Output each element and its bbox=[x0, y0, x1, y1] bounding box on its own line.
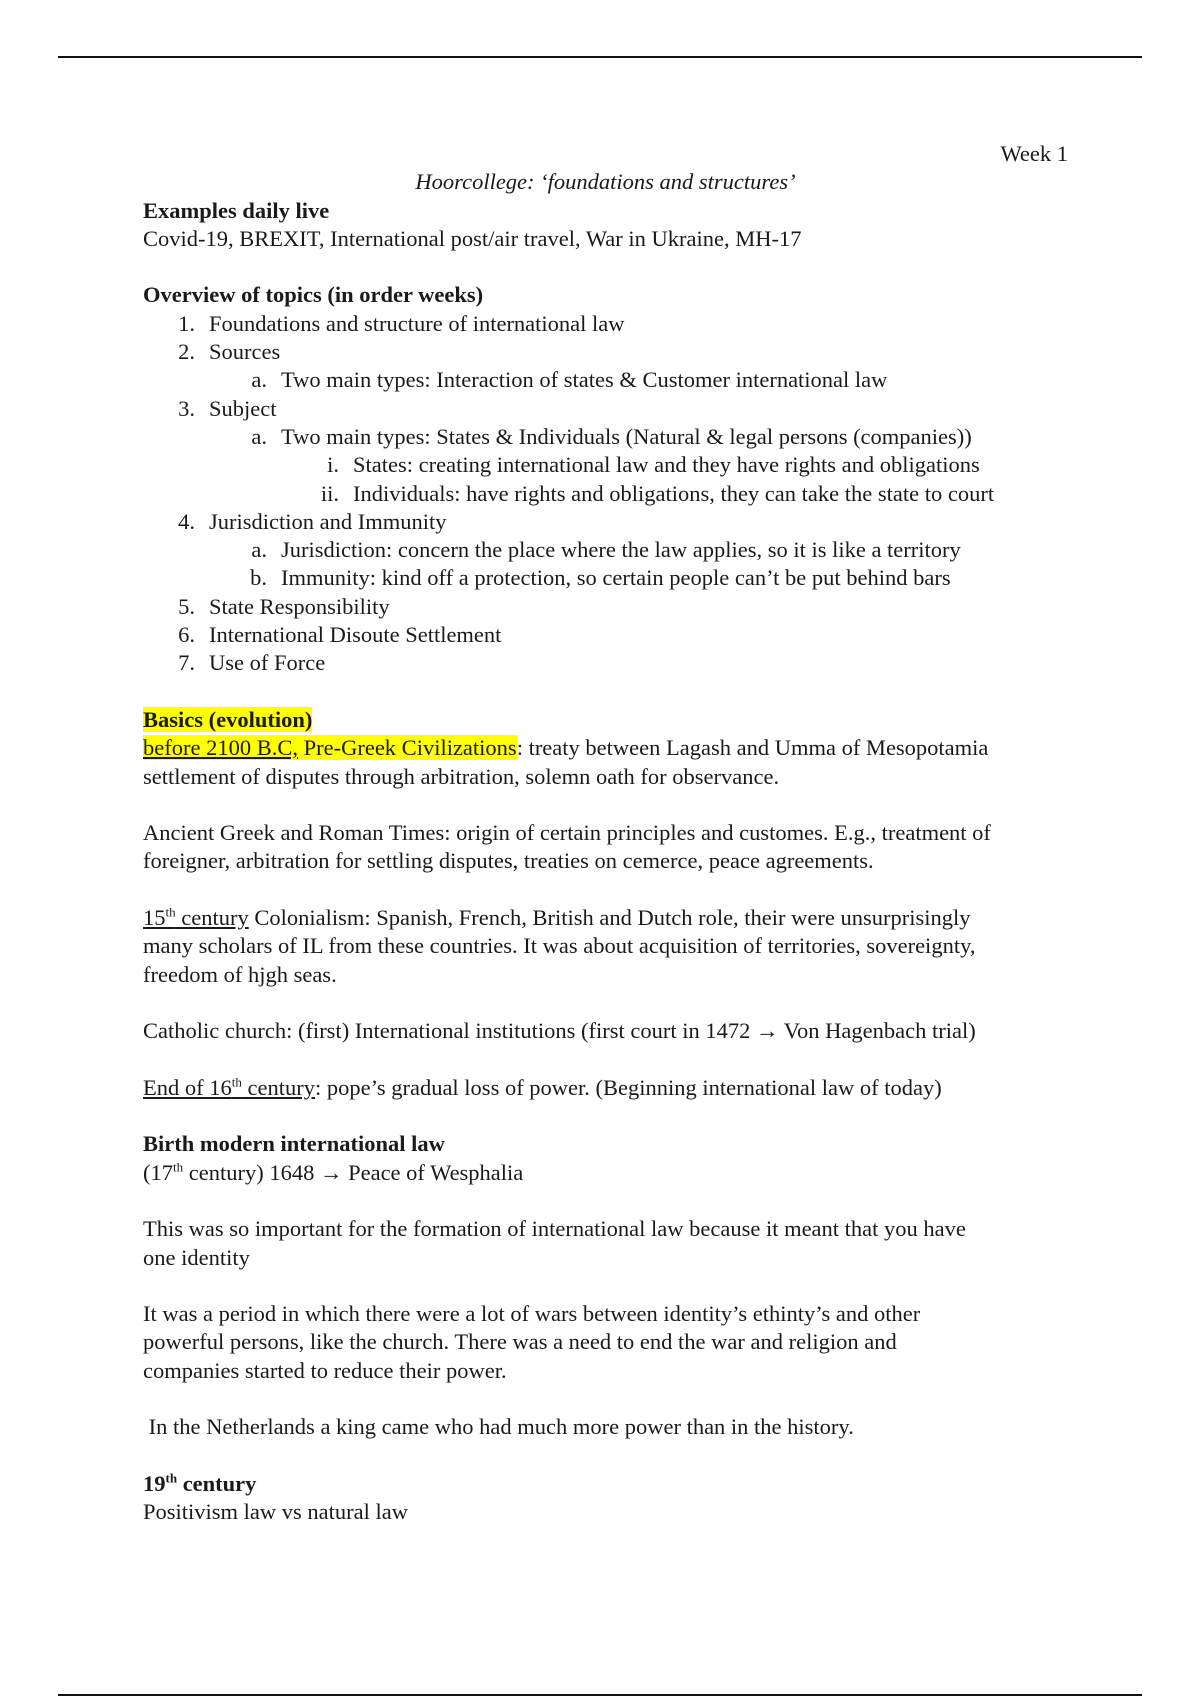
birth-paragraph-1-cont: one identity bbox=[143, 1244, 250, 1270]
list-item: 5. State Responsibility bbox=[178, 593, 390, 619]
birth-paragraph-1: This was so important for the formation of international law because it meant that you have bbox=[143, 1216, 966, 1242]
birth-heading: Birth modern international law bbox=[143, 1131, 445, 1157]
topics-list bbox=[143, 310, 1068, 678]
document-body bbox=[143, 140, 1068, 1527]
list-item: a. Two main types: States & Individuals (Natural & legal persons (companies)) bbox=[251, 423, 972, 449]
list-item: a. Jurisdiction: concern the place where the law applies, so it is like a territory bbox=[251, 537, 961, 563]
list-item: 1. Foundations and structure of international law bbox=[178, 310, 625, 336]
birth-paragraph-3: In the Netherlands a king came who had much more power than in the history. bbox=[143, 1414, 854, 1440]
bottom-rule bbox=[58, 1694, 1142, 1696]
examples-heading: Examples daily live bbox=[143, 197, 330, 223]
birth-date-line: (17th century) 1648 → Peace of Wesphalia bbox=[143, 1159, 524, 1185]
basics-paragraph-1: before 2100 B.C, Pre-Greek Civilizations: treaty between Lagash and Umma of Mesopotamia bbox=[143, 735, 989, 761]
basics-paragraph-3-cont: many scholars of IL from these countries. It was about acquisition of territories, sovereignty, bbox=[143, 933, 976, 959]
basics-paragraph-4: Catholic church: (first) International institutions (first court in 1472 → Von Hagenbach trial) bbox=[143, 1018, 976, 1044]
list-item: ii. Individuals: have rights and obligations, they can take the state to court bbox=[320, 480, 995, 506]
examples-text: Covid-19, BREXIT, International post/air travel, War in Ukraine, MH-17 bbox=[143, 225, 802, 251]
week-label: Week 1 bbox=[1000, 141, 1068, 166]
basics-paragraph-3-cont: freedom of hjgh seas. bbox=[143, 961, 337, 987]
list-item: i. States: creating international law and they have rights and obligations bbox=[327, 452, 980, 478]
list-item: 2. Sources bbox=[178, 339, 281, 365]
list-item: 3. Subject bbox=[178, 395, 277, 421]
list-item: 7. Use of Force bbox=[178, 650, 326, 676]
top-rule bbox=[58, 56, 1142, 58]
century19-text: Positivism law vs natural law bbox=[143, 1499, 408, 1525]
list-item: 4. Jurisdiction and Immunity bbox=[178, 508, 447, 534]
century19-heading: 19th century bbox=[143, 1470, 257, 1496]
list-item: b. Immunity: kind off a protection, so certain people can’t be put behind bars bbox=[250, 565, 951, 591]
basics-paragraph-1-cont: settlement of disputes through arbitration, solemn oath for observance. bbox=[143, 763, 780, 789]
birth-paragraph-2: It was a period in which there were a lot of wars between identity’s ethinty’s and other bbox=[143, 1301, 921, 1327]
list-item: a. Two main types: Interaction of states & Customer international law bbox=[251, 367, 888, 393]
basics-paragraph-2: Ancient Greek and Roman Times: origin of certain principles and customes. E.g., treatment of bbox=[143, 820, 991, 846]
birth-paragraph-2-cont: powerful persons, like the church. There was a need to end the war and religion and bbox=[143, 1329, 897, 1355]
basics-paragraph-2-cont: foreigner, arbitration for settling disputes, treaties on cemerce, peace agreements. bbox=[143, 848, 874, 874]
list-item: 6. International Disoute Settlement bbox=[178, 622, 502, 648]
basics-heading: Basics (evolution) bbox=[143, 706, 313, 732]
basics-paragraph-3: 15th century Colonialism: Spanish, French, British and Dutch role, their were unsurprisingly bbox=[143, 904, 971, 931]
lecture-title: Hoorcollege: ‘foundations and structures’ bbox=[415, 169, 796, 195]
overview-heading: Overview of topics (in order weeks) bbox=[143, 282, 484, 308]
basics-paragraph-5: End of 16th century: pope’s gradual loss of power. (Beginning international law of today) bbox=[143, 1074, 942, 1100]
birth-paragraph-2-cont: companies started to reduce their power. bbox=[143, 1357, 507, 1383]
